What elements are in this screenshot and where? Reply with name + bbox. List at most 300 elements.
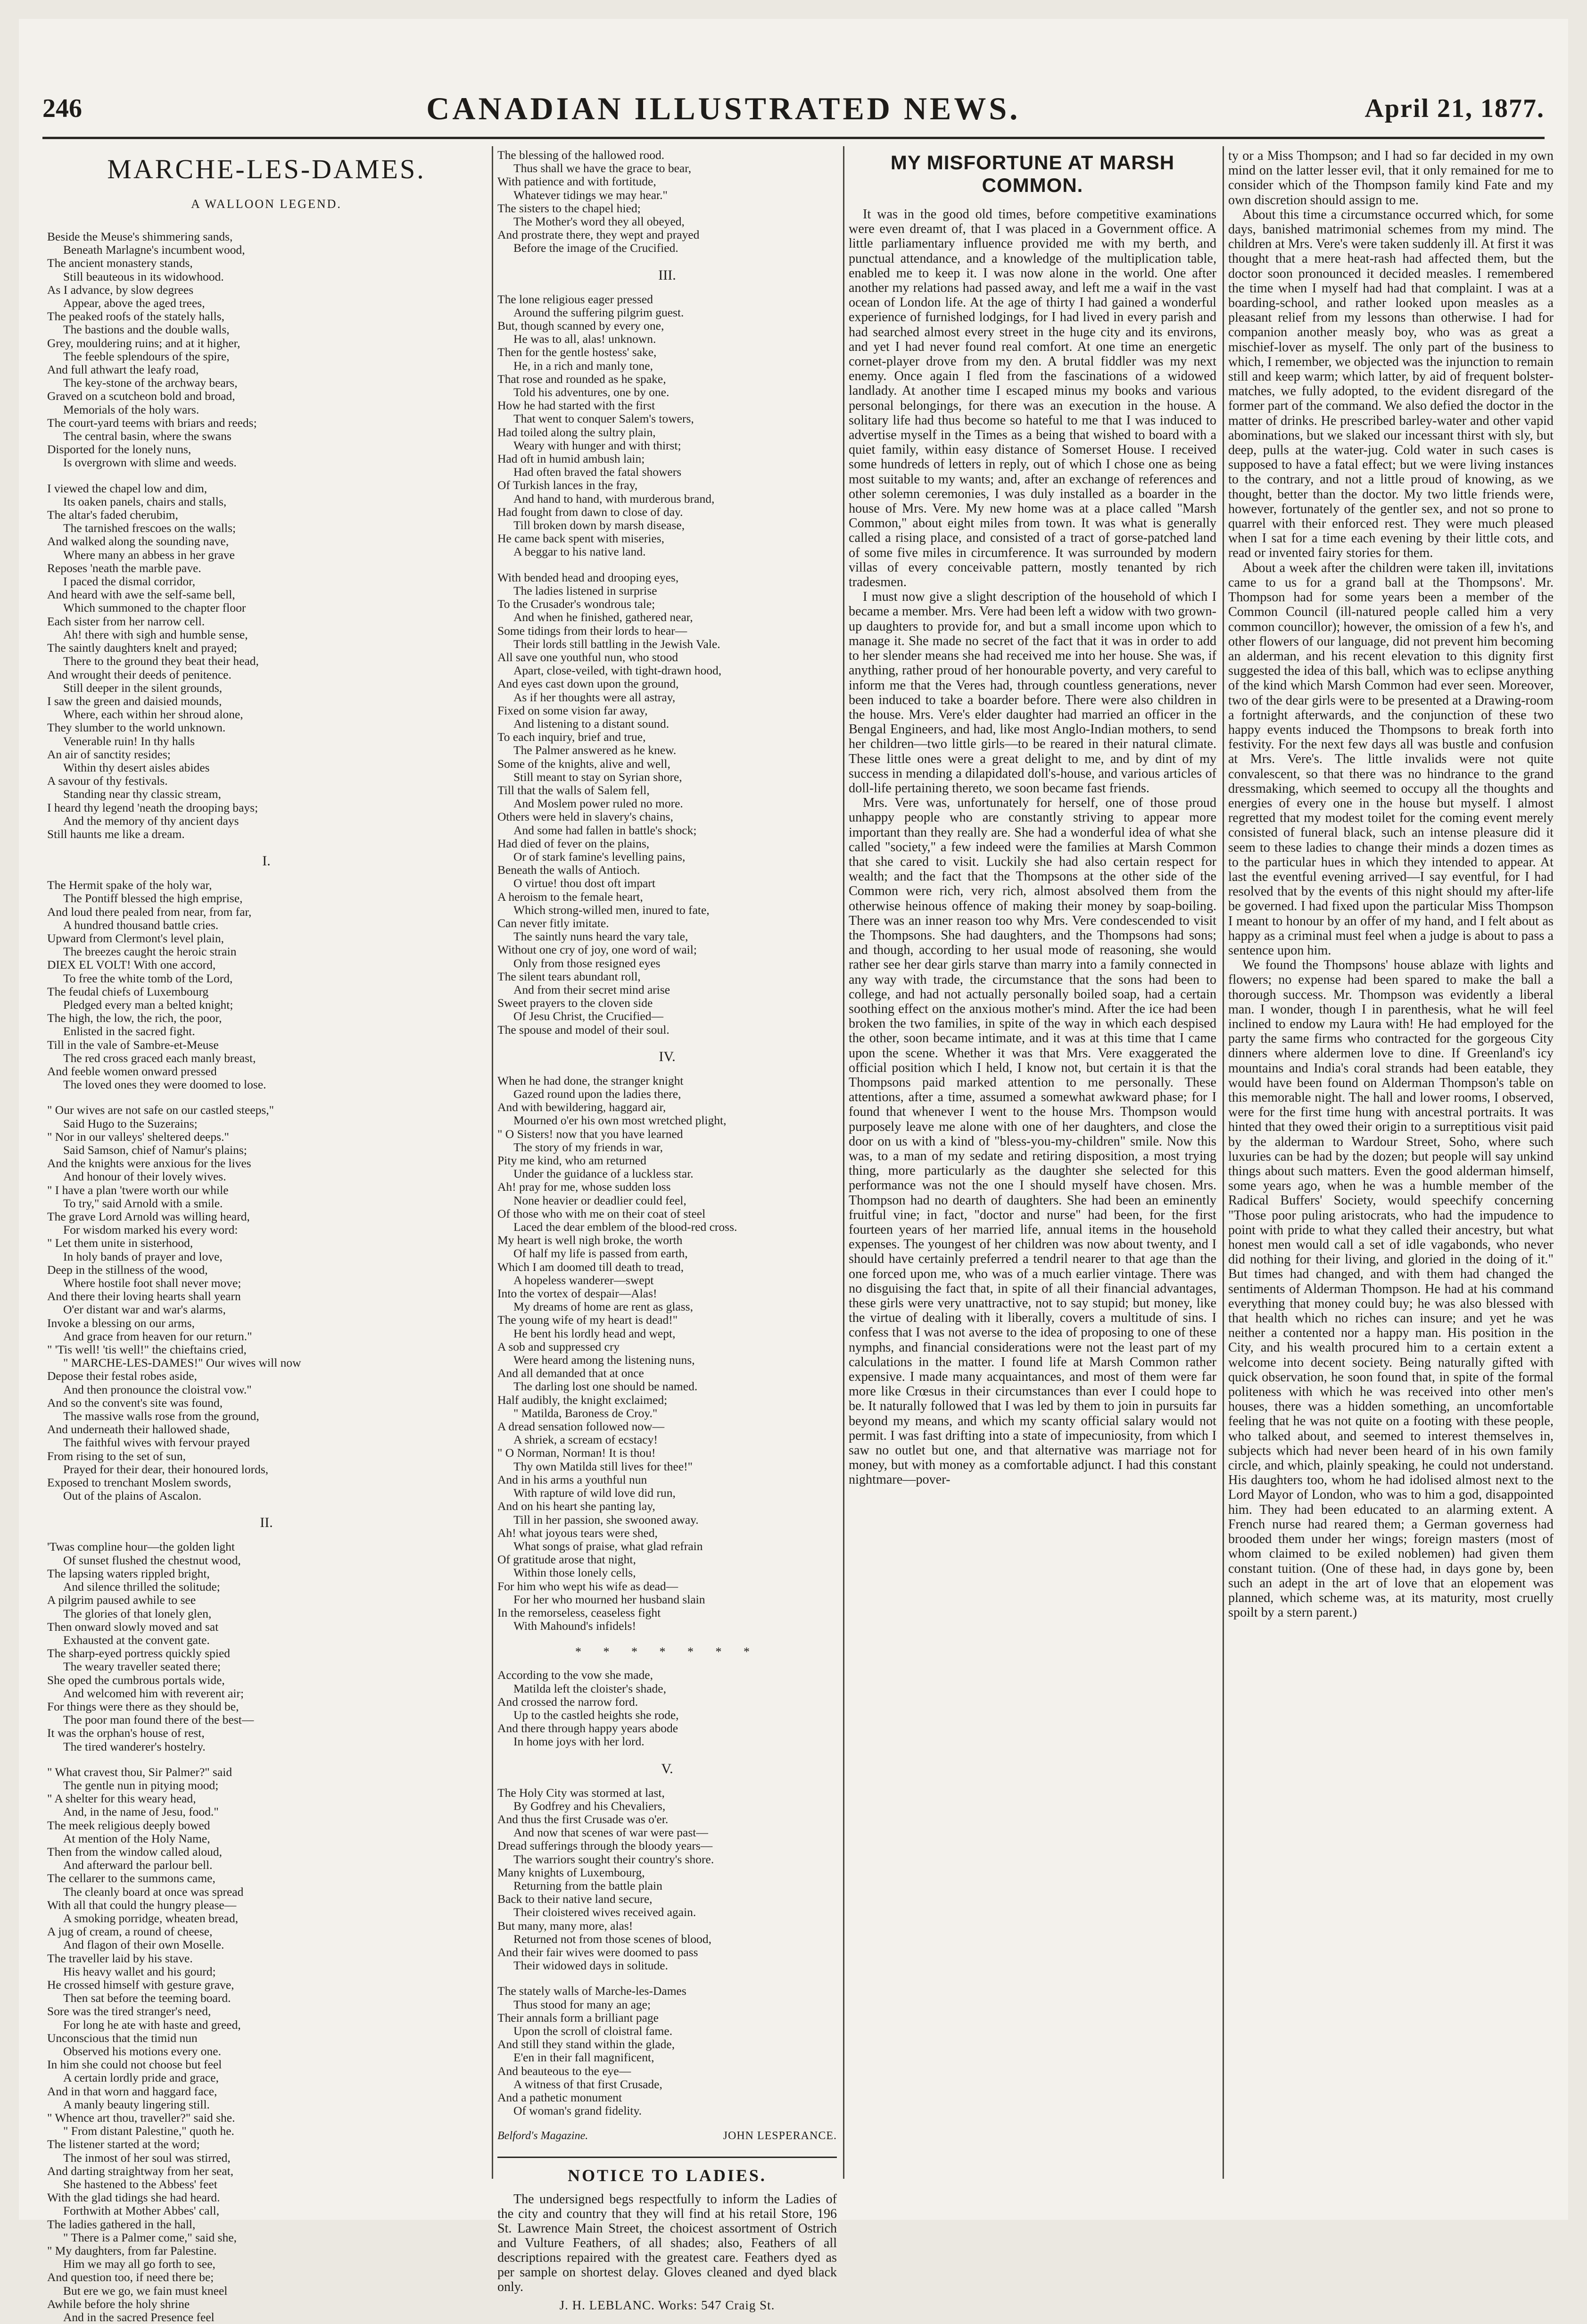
verse-line: A smoking porridge, wheaten bread, xyxy=(63,1911,239,1925)
verse-line: Many knights of Luxembourg, xyxy=(497,1865,645,1879)
verse-line: Memorials of the holy wars. xyxy=(63,402,199,416)
verse-line: The cleanly board at once was spread xyxy=(63,1884,244,1899)
verse-line: Of half my life is passed from earth, xyxy=(513,1246,688,1261)
verse-line: Prayed for their dear, their honoured lords, xyxy=(63,1462,269,1476)
verse-line: Thy own Matilda still lives for thee!" xyxy=(513,1459,693,1473)
verse-line: And darting straightway from her seat, xyxy=(47,2164,234,2178)
verse-line: The lapsing waters rippled bright, xyxy=(47,1566,210,1580)
notice-title: NOTICE TO LADIES. xyxy=(568,2166,767,2185)
verse-line: The sharp-eyed portress quickly spied xyxy=(47,1646,231,1660)
stanza xyxy=(47,879,486,1091)
verse-line: Till in the vale of Sambre-et-Meuse xyxy=(47,1038,219,1052)
verse-line: A certain lordly pride and grace, xyxy=(63,2071,219,2085)
verse-line: Forthwith at Mother Abbes' call, xyxy=(63,2204,220,2218)
verse-line: For things were there as they should be, xyxy=(47,1699,239,1713)
verse-line: Him we may all go forth to see, xyxy=(63,2257,215,2271)
verse-line: " MARCHE-LES-DAMES!" Our wives will now xyxy=(63,1356,301,1370)
verse-line: Ah! pray for me, whose sudden loss xyxy=(497,1180,671,1194)
verse-line: 'Twas compline hour—the golden light xyxy=(47,1540,235,1554)
verse-line: And from their secret mind arise xyxy=(513,982,670,996)
verse-line: Invoke a blessing on our arms, xyxy=(47,1316,195,1330)
verse-line: Each sister from her narrow cell. xyxy=(47,614,205,628)
verse-line: Their annals form a brilliant page xyxy=(497,2010,659,2025)
verse-line: As if her thoughts were all astray, xyxy=(513,690,676,704)
verse-line: Ah! what joyous tears were shed, xyxy=(497,1526,658,1540)
poem-title: MARCHE-LES-DAMES. xyxy=(107,154,426,184)
verse-line: " O Norman, Norman! It is thou! xyxy=(497,1446,656,1460)
verse-line: An air of sanctity resides; xyxy=(47,747,171,761)
verse-line: When he had done, the stranger knight xyxy=(497,1073,684,1087)
verse-line: A hopeless wanderer—swept xyxy=(513,1273,654,1287)
verse-line: With Mahound's infidels! xyxy=(513,1619,636,1633)
verse-line: A sob and suppressed cry xyxy=(497,1339,620,1353)
column-4 xyxy=(1228,149,1554,2191)
paragraph: I must now give a slight description of the household of which I became a member. Mrs. Vere had been left a widow with two grown-up daughters to provide for, and but a small income upon which to manage it. She made no secret of the fact that it was in order to add to her slender means she had received me into her house. She was, if anything, rather proud of her honourable poverty, and very careful to inform me that the Veres had, through countless generations, never been induced to take a boarder before. There were also children in the house. Mrs. Vere's elder daughter had married an officer in the Bengal Engineers, and had, like most Anglo-Indian mothers, to send her children—two little girls—to be reared in their natural climate. These little ones were a great delight to me, and by dint of my success in mending a dilapidated doll's-house, and various articles of doll-life pertaining thereto, we soon became fast friends. xyxy=(849,589,1216,796)
verse-line: And then pronounce the cloistral vow." xyxy=(63,1382,252,1396)
verse-line: According to the vow she made, xyxy=(497,1668,653,1682)
verse-line: The silent tears abundant roll, xyxy=(497,969,641,983)
verse-line: Returning from the battle plain xyxy=(513,1878,662,1892)
section-heading: III. xyxy=(658,267,676,283)
verse-line: The warriors sought their country's shore. xyxy=(513,1852,714,1866)
verse-line: " From distant Palestine," quoth he. xyxy=(63,2124,234,2138)
verse-line: In the remorseless, ceaseless fight xyxy=(497,1605,661,1619)
section-heading: IV. xyxy=(659,1048,676,1064)
verse-line: Where, each within her shroud alone, xyxy=(63,707,243,722)
paragraph: Mrs. Vere was, unfortunately for herself, one of those proud unhappy people who are constantly striving to appear more important than they really are. She had a wonderful idea of what she called "society," a few indeed were the families at Marsh Common that she cared to visit. Luckily she had also certain respect for wealth; and the fact that the Thompsons at the other side of the Common were rich, very rich, almost absolved them from the otherwise heinous offence of making their money by soap-boiling. There was an inner reason too why Mrs. Vere condescended to visit the Thompsons. She had daughters, and the Thompsons had sons; and though, according to her usual mode of reasoning, she would rather see her dear girls starve than marry into a family connected in any way with trade, the circumstance that the sons had been to college, and had not actually personally boiled soap, had a certain soothing effect on the anxious mother's mind. After the ice had been broken the two families, in spite of the way in which each despised the other, soon became intimate, and it was at this time that I came upon the scene. Whether it was that Mrs. Vere exaggerated the official position which I held, I know not, but certain it is that the Thompsons paid marked attention to me personally. These attentions, after a time, assumed a somewhat awkward phase; for I found that whenever I went to the house Mrs. Thompson would purposely leave me alone with one of her daughters, and close the door on us with a kind of "bless-you-my-children" smile. Now this was, to a man of my sedate and retiring disposition, a most trying thing, more particularly as the daughter she selected for this performance was not the one I should myself have chosen. Mrs. Thompson had no dearth of daughters. She had been an eminently fruitful vine; in fact, "doctor and nurse" had been, for the first fourteen years of her married life, annual items in the household expenses. The youngest of her children was now about twenty, and I should have certainly preferred a tendril nearer to that age than the one forced upon me, who was of a much earlier vintage. There was no disguising the fact that, in spite of all their financial advantages, these girls were very unattractive, not to say stupid; but money, like the virtue of dealing with it liberally, covers a multitude of sins. I confess that I was not averse to the idea of proposing to one of these nymphs, and financial considerations were not the least part of my calculations in the matter. I found life at Marsh Common rather expensive. I made many acquaintances, and most of them were far more like Crœsus in their circumstances than ever I could hope to be. It naturally followed that I was led by them to join in pursuits far beyond my means, and which my scanty official salary would not permit. I was fast drifting into a state of impecuniosity, from which I saw no outlet but one, and that alternative was marriage not for money, but with money as a comfortable adjunct. I had this constant nightmare—pover- xyxy=(849,796,1216,1487)
verse-line: Laced the dear emblem of the blood-red cross. xyxy=(513,1220,737,1234)
verse-line: And thus the first Crusade was o'er. xyxy=(497,1812,669,1826)
notice-rule xyxy=(497,2157,837,2158)
verse-line: Returned not from those scenes of blood, xyxy=(513,1932,711,1946)
verse-line: And loud there pealed from near, from far, xyxy=(47,905,252,919)
verse-line: And now that scenes of war were past— xyxy=(513,1826,708,1840)
verse-line: The feudal chiefs of Luxembourg xyxy=(47,984,209,998)
verse-line: To free the white tomb of the Lord, xyxy=(63,971,233,985)
verse-line: And the memory of thy ancient days xyxy=(63,813,239,828)
verse-line: With the glad tidings she had heard. xyxy=(47,2191,220,2205)
verse-line: There to the ground they beat their head, xyxy=(63,654,259,668)
verse-line: The tired wanderer's hostelry. xyxy=(63,1739,206,1753)
verse-line: The Pontiff blessed the high emprise, xyxy=(63,891,243,905)
verse-line: Disported for the lonely nuns, xyxy=(47,442,191,456)
verse-line: E'en in their fall magnificent, xyxy=(513,2050,654,2065)
verse-line: And grace from heaven for our return." xyxy=(63,1329,252,1343)
verse-line: Had oft in humid ambush lain; xyxy=(497,452,645,466)
verse-line: Where hostile foot shall never move; xyxy=(63,1276,241,1290)
verse-line: In home joys with her lord. xyxy=(513,1735,645,1749)
verse-line: Beside the Meuse's shimmering sands, xyxy=(47,230,233,243)
notice-advert xyxy=(497,2157,837,2313)
verse-line: Were heard among the listening nuns, xyxy=(513,1353,695,1367)
verse-line: And with bewildering, haggard air, xyxy=(497,1100,666,1114)
verse-line: Had often braved the fatal showers xyxy=(513,465,682,479)
verse-line: A hundred thousand battle cries. xyxy=(63,918,219,932)
verse-line: And underneath their hallowed shade, xyxy=(47,1422,230,1436)
poem-attribution xyxy=(497,2130,837,2142)
column-rule xyxy=(492,146,493,2179)
verse-line: That went to conquer Salem's towers, xyxy=(513,412,694,426)
stanza xyxy=(497,293,837,559)
story-text xyxy=(849,207,1216,1487)
verse-line: She hastened to the Abbess' feet xyxy=(63,2177,217,2191)
verse-line: With all that could the hungry please— xyxy=(47,1898,237,1912)
poem-part-1 xyxy=(47,879,486,1502)
verse-line: The gentle nun in pitying mood; xyxy=(63,1778,219,1792)
poem-part-3 xyxy=(497,293,837,1037)
verse-line: It was the orphan's house of rest, xyxy=(47,1726,205,1740)
verse-line: I heard thy legend 'neath the drooping bays; xyxy=(47,800,258,814)
verse-line: Which I am doomed till death to tread, xyxy=(497,1260,684,1274)
stanza xyxy=(47,230,486,470)
verse-line: The loved ones they were doomed to lose. xyxy=(63,1078,266,1092)
verse-line: To each inquiry, brief and true, xyxy=(497,730,646,744)
verse-line: He, in a rich and manly tone, xyxy=(513,358,653,373)
verse-line: Had toiled along the sultry plain, xyxy=(497,425,656,439)
verse-line: Fixed on some vision far away, xyxy=(497,703,648,717)
verse-line: For him who wept his wife as dead— xyxy=(497,1579,678,1593)
verse-line: Exposed to trenchant Moslem swords, xyxy=(47,1476,231,1490)
verse-line: Where many an abbess in her grave xyxy=(63,548,235,562)
verse-line: The bastions and the double walls, xyxy=(63,323,230,337)
verse-line: What songs of praise, what glad refrain xyxy=(513,1539,703,1553)
verse-line: Ah! there with sigh and humble sense, xyxy=(63,627,248,641)
verse-line: Unconscious that the timid nun xyxy=(47,2031,198,2045)
column-1 xyxy=(47,149,486,2324)
stanza xyxy=(497,149,837,255)
verse-line: Had died of fever on the plains, xyxy=(497,836,650,850)
verse-line: That rose and rounded as he spake, xyxy=(497,372,666,386)
verse-line: Said Samson, chief of Namur's plains; xyxy=(63,1143,247,1157)
verse-line: Or of stark famine's levelling pains, xyxy=(513,849,686,863)
verse-line: " There is a Palmer come," said she, xyxy=(63,2230,237,2244)
verse-line: And full athwart the leafy road, xyxy=(47,363,199,377)
verse-line: The traveller laid by his stave. xyxy=(47,1951,193,1965)
verse-line: Beneath Marlagne's incumbent wood, xyxy=(63,243,245,257)
verse-line: Within those lonely cells, xyxy=(513,1566,636,1580)
verse-line: Some tidings from their lords to hear— xyxy=(497,623,687,638)
verse-line: For wisdom marked his every word: xyxy=(63,1223,238,1237)
verse-line: The Hermit spake of the holy war, xyxy=(47,878,212,892)
verse-line: To the Crusader's wondrous tale; xyxy=(497,597,655,611)
verse-line: Said Hugo to the Suzerains; xyxy=(63,1116,198,1130)
verse-line: The Holy City was stormed at last, xyxy=(497,1785,665,1800)
stanza xyxy=(47,1540,486,1753)
masthead xyxy=(19,83,1568,134)
verse-line: Deep in the stillness of the wood, xyxy=(47,1262,208,1277)
verse-line: Within thy desert aisles abides xyxy=(63,760,210,774)
verse-line: The sisters to the chapel hied; xyxy=(497,201,641,215)
verse-line: The stately walls of Marche-les-Dames xyxy=(497,1984,686,1998)
verse-line: Upon the scroll of cloistral fame. xyxy=(513,2024,673,2038)
verse-line: Observed his motions every one. xyxy=(63,2044,221,2058)
verse-line: The meek religious deeply bowed xyxy=(47,1818,210,1832)
verse-line: The red cross graced each manly breast, xyxy=(63,1051,256,1065)
verse-line: The cellarer to the summons came, xyxy=(47,1871,215,1885)
paragraph: ty or a Miss Thompson; and I had so far decided in my own mind on the latter lesser evil, that it only remained for me to consider which of the Thompson family kind Fate and my own discretion should assign to me. xyxy=(1228,149,1554,208)
verse-line: Matilda left the cloister's shade, xyxy=(513,1681,666,1695)
verse-line: Beneath the walls of Antioch. xyxy=(497,863,640,877)
verse-line: The poor man found there of the best— xyxy=(63,1713,254,1727)
verse-line: Depose their festal robes aside, xyxy=(47,1369,197,1383)
verse-line: Upward from Clermont's level plain, xyxy=(47,931,224,945)
verse-line: For long he ate with haste and greed, xyxy=(63,2017,241,2032)
verse-line: Which summoned to the chapter floor xyxy=(63,601,246,615)
verse-line: He was to all, alas! unknown. xyxy=(513,332,656,346)
verse-line: He bent his lordly head and wept, xyxy=(513,1326,676,1340)
verse-line: Half audibly, the knight exclaimed; xyxy=(497,1393,668,1407)
verse-line: Pity me kind, who am returned xyxy=(497,1154,646,1168)
verse-line: How he had started with the first xyxy=(497,398,655,413)
section-heading: I. xyxy=(262,853,271,869)
verse-line: From rising to the set of sun, xyxy=(47,1449,186,1463)
verse-line: The darling lost one should be named. xyxy=(513,1379,698,1394)
verse-line: Awhile before the holy shrine xyxy=(47,2297,190,2311)
paragraph: About a week after the children were taken ill, invitations came to us for a grand ball at the Thompsons'. Mr. Thompson had for some years been a member of the Common Council (ill-natured people called him a very common councillor); however, the omission of a few h's, and other flowers of our language, did not prevent him becoming an alderman, and his recent elevation to this dignity first suggested the idea of this ball, which was to eclipse anything of the kind which Marsh Common had ever seen. Moreover, two of the dear girls were to be presented at a Drawing-room a fortnight afterwards, and the conjunction of these two happy events induced the Thompsons to break forth into festivity. For the next few days all was bustle and confusion at Mrs. Vere's. The little invalids were not quite convalescent, so that there was no hindrance to the grand dressmaking, which seemed to occupy all the thoughts and energies of every one in the house but myself. I almost regretted that my modest toilet for the coming event merely consisted of funeral black, such an intense pleasure did it seem to these ladies to change their minds a dozen times as to the particular hues in which they intended to appear. At last the eventful evening arrived—I say eventful, for I had resolved that by the events of this night should my after-life be governed. I had fixed upon the particular Miss Thompson I meant to honour by an offer of my hand, and I felt about as happy as a criminal must feel when a judge is about to pass a sentence upon him. xyxy=(1228,560,1554,958)
verse-line: My dreams of home are rent as glass, xyxy=(513,1300,693,1314)
verse-line: A jug of cream, a round of cheese, xyxy=(47,1925,213,1939)
verse-line: Had fought from dawn to close of day. xyxy=(497,505,683,519)
verse-line: Mourned o'er his own most wretched plight, xyxy=(513,1113,727,1128)
verse-line: For her who mourned her husband slain xyxy=(513,1592,705,1606)
verse-line: And there through happy years abode xyxy=(497,1721,678,1735)
verse-line: And walked along the sounding nave, xyxy=(47,534,229,548)
verse-line: The spouse and model of their soul. xyxy=(497,1022,670,1037)
verse-line: All save one youthful nun, who stood xyxy=(497,650,678,664)
verse-line: Of sunset flushed the chestnut wood, xyxy=(63,1553,241,1567)
stanza xyxy=(47,482,486,841)
poem-prelude xyxy=(47,230,486,841)
verse-line: Pledged every man a belted knight; xyxy=(63,997,233,1012)
verse-line: Then from the window called aloud, xyxy=(47,1844,223,1859)
verse-line: Enlisted in the sacred fight. xyxy=(63,1024,195,1038)
newspaper-page xyxy=(19,19,1568,2324)
verse-line: Still beauteous in its widowhood. xyxy=(63,269,224,283)
verse-line: Can never fitly imitate. xyxy=(497,916,609,930)
stanza xyxy=(497,1074,837,1633)
verse-line: " O Sisters! now that you have learned xyxy=(497,1127,683,1141)
poem-source: Belford's Magazine. xyxy=(497,2130,588,2142)
verse-line: Till broken down by marsh disease, xyxy=(513,518,685,532)
verse-line: A witness of that first Crusade, xyxy=(513,2077,662,2091)
verse-line: Dread sufferings through the bloody years— xyxy=(497,1839,713,1853)
verse-line: Then for the gentle hostess' sake, xyxy=(497,345,657,359)
verse-line: O'er distant war and war's alarms, xyxy=(63,1303,226,1317)
verse-line: A pilgrim paused awhile to see xyxy=(47,1593,196,1607)
verse-line: And silence thrilled the solitude; xyxy=(63,1580,220,1594)
stanza xyxy=(47,1766,486,2324)
verse-line: With rapture of wild love did run, xyxy=(513,1486,676,1500)
verse-line: And Moslem power ruled no more. xyxy=(513,797,683,811)
column-rule xyxy=(1223,146,1224,2179)
poem-part-4-end xyxy=(497,1668,837,1748)
verse-line: " I have a plan 'twere worth our while xyxy=(47,1183,229,1197)
verse-line: Which strong-willed men, inured to fate, xyxy=(513,903,710,917)
verse-line: And when he finished, gathered near, xyxy=(513,610,693,624)
verse-line: " Matilda, Baroness de Croy." xyxy=(513,1406,658,1420)
poem-part-2 xyxy=(47,1540,486,2324)
verse-line: The inmost of her soul was stirred, xyxy=(63,2150,231,2165)
verse-line: The Palmer answered as he knew. xyxy=(513,743,677,757)
verse-line: And, in the name of Jesu, food." xyxy=(63,1805,219,1819)
verse-line: And in the sacred Presence feel xyxy=(63,2310,215,2324)
verse-line: Sweet prayers to the cloven side xyxy=(497,996,653,1010)
verse-line: Exhausted at the convent gate. xyxy=(63,1633,210,1647)
verse-line: And listening to a distant sound. xyxy=(513,716,670,730)
verse-line: But, though scanned by every one, xyxy=(497,319,664,333)
verse-line: A beggar to his native land. xyxy=(513,545,646,559)
verse-line: But ere we go, we fain must kneel xyxy=(63,2283,228,2298)
paper-title: CANADIAN ILLUSTRATED NEWS. xyxy=(426,90,1021,126)
verse-line: The ladies gathered in the hall, xyxy=(47,2217,196,2231)
verse-line: And their fair wives were doomed to pass xyxy=(497,1945,698,1959)
masthead-rule xyxy=(42,137,1545,139)
verse-line: Their widowed days in solitude. xyxy=(513,1959,668,1973)
verse-line: The blessing of the hallowed rood. xyxy=(497,148,665,162)
verse-line: A savour of thy festivals. xyxy=(47,774,168,788)
verse-line: And in his arms a youthful nun xyxy=(497,1472,647,1486)
column-2 xyxy=(497,148,837,2313)
verse-line: I paced the dismal corridor, xyxy=(63,574,196,589)
verse-line: Around the suffering pilgrim guest. xyxy=(513,305,684,319)
verse-line: In him she could not choose but feel xyxy=(47,2058,222,2072)
verse-line: And welcomed him with reverent air; xyxy=(63,1686,244,1700)
verse-line: The altar's faded cherubim, xyxy=(47,508,178,522)
verse-line: And still they stand within the glade, xyxy=(497,2037,675,2051)
paragraph: We found the Thompsons' house ablaze with lights and flowers; no expense had been spared to make the ball a thorough success. Mr. Thompson was evidently a liberal man. I wonder, though I in parenthesis, what he will feel inclined to endow my Laura with! He had employed for the party the same firms who contracted for the gorgeous City dinners where aldermen love to dine. If Greenland's icy mountains and India's coral strands had been eatable, they would have been found on Alderman Thompson's table on this memorable night. The hall and lower rooms, I observed, were for the first time hung with ancestral portraits. It was hinted that they owed their origin to a surreptitious visit paid by the alderman to Wardour Street, Soho, where such luxuries can be had by the dozen; but people will say unkind things about such matters. Even the good alderman himself, some years ago, when he was a humble member of the Radical Buffers' Society, would speechify concerning "Those poor puling aristocrats, who had the impudence to point with pride to what they called their ancestry, but what honest men would call a set of idle vagabonds, who never did nothing for their living, and gloried in the doing of it." But times had changed, and with them had changed the sentiments of Alderman Thompson. He had at his command everything that money could buy; he was also blessed with that health which no riches can insure; and yet he was neither a contented nor a happy man. His position in the City, and his wealth procured him to a certain extent a welcome into decent society. Being naturally gifted with quick observation, he soon found that, in spite of the formal politeness with which he was received into other men's houses, there was a hidden something, an uncomfortable feeling that he was not quite on a footing with these people, who talked about, and seemed to interest themselves in, subjects which had never been heard of in his own family circle, and which, plainly speaking, he could not understand. His daughters too, whom he had idolised almost next to the Lord Mayor of London, who was to him a god, disappointed him. They had been educated to an alarming extent. A French nurse had reared them; a German governess had brooded them under her wings; foreign masters (most of whom claimed to be exiled noblemen) had given them constant tuition. (One of these had, in days gone by, been such an adept in the art of love that an elopement was planned, which scheme was, at its maturity, most cruelly spoilt by a stern parent.) xyxy=(1228,958,1554,1620)
verse-line: Only from those resigned eyes xyxy=(513,956,661,970)
verse-line: Graved on a scutcheon bold and broad, xyxy=(47,389,235,403)
verse-line: The young wife of my heart is dead!" xyxy=(497,1313,678,1327)
verse-line: Their lords still battling in the Jewish Vale. xyxy=(513,637,720,651)
verse-line: Still deeper in the silent grounds, xyxy=(63,681,223,695)
notice-signature: J. H. LEBLANC. Works: 547 Craig St. xyxy=(559,2298,775,2313)
poem-part-2-end xyxy=(497,149,837,255)
verse-line: " Let them unite in sisterhood, xyxy=(47,1236,193,1250)
verse-line: And in that worn and haggard face, xyxy=(47,2084,217,2098)
verse-line: Appear, above the aged trees, xyxy=(63,296,205,310)
verse-line: The listener started at the word; xyxy=(47,2137,200,2151)
verse-line: Standing near thy classic stream, xyxy=(63,787,221,801)
verse-line: A dread sensation followed now— xyxy=(497,1419,665,1434)
verse-line: I viewed the chapel low and dim, xyxy=(47,481,207,495)
verse-line: As I advance, by slow degrees xyxy=(47,282,194,297)
verse-line: The story of my friends in war, xyxy=(513,1140,663,1154)
verse-line: Sore was the tired stranger's need, xyxy=(47,2004,211,2018)
verse-line: Reposes 'neath the marble pave. xyxy=(47,561,201,575)
poem-part-4 xyxy=(497,1074,837,1633)
verse-line: And afterward the parlour bell. xyxy=(63,1858,213,1872)
verse-line: " My daughters, from far Palestine. xyxy=(47,2244,217,2258)
verse-line: In holy bands of prayer and love, xyxy=(63,1249,223,1263)
verse-line: The high, the low, the rich, the poor, xyxy=(47,1011,222,1025)
verse-line: Weary with hunger and with thirst; xyxy=(513,438,681,452)
verse-line: And there their loving hearts shall yearn xyxy=(47,1289,241,1303)
verse-line: And wrought their deeds of penitence. xyxy=(47,667,231,681)
verse-line: And heard with awe the self-same bell, xyxy=(47,588,235,602)
verse-line: To try," said Arnold with a smile. xyxy=(63,1196,223,1210)
paragraph: About this time a circumstance occurred which, for some days, banished matrimonial schemes from my mind. The children at Mrs. Vere's were taken suddenly ill. At first it was thought that a mere heat-rash had affected them, but the doctor soon pronounced it decided measles. I remembered the time when I myself had had that complaint. I was at a boarding-school, and rather looked upon measles as a pleasant relief from my lessons than otherwise. I had for companion another measly boy, who was as great a mischief-lover as myself. The only part of the business to which, I remember, we objected was the injunction to remain still and keep warm; which latter, by aid of frequent bolster-matches, we fully adopted, to the evident disregard of the former part of the command. We also defied the doctor in the matter of drinks. He prescribed barley-water and other vapid abominations, but we slaked our incessant thirst with sly, but deep, pulls at the water-jug. Cold water in such cases is supposed to have a fatal effect; but we were living instances to the contrary, and not a little proud of knowing, as we thought, better than the doctor. My two little friends were, however, fortunately of the gentler sex, and not so prone to quarrel with their enforced rest. They were much pleased when I sat for a time each evening by their little cots, and read or invented fairy stories for them. xyxy=(1228,207,1554,561)
verse-line: The glories of that lonely glen, xyxy=(63,1606,212,1620)
verse-line: " What cravest thou, Sir Palmer?" said xyxy=(47,1765,232,1779)
verse-line: Under the guidance of a luckless star. xyxy=(513,1167,694,1181)
verse-line: And some had fallen in battle's shock; xyxy=(513,823,697,837)
verse-line: And hand to hand, with murderous brand, xyxy=(513,491,715,506)
verse-line: The court-yard teems with briars and reeds; xyxy=(47,415,257,430)
poem-subtitle: A WALLOON LEGEND. xyxy=(191,197,342,211)
verse-line: Its oaken panels, chairs and stalls, xyxy=(63,494,227,508)
verse-line: By Godfrey and his Chevaliers, xyxy=(513,1799,666,1813)
story-title: MY MISFORTUNE AT MARSH COMMON. xyxy=(890,151,1175,196)
verse-line: Back to their native land secure, xyxy=(497,1892,653,1906)
verse-line: They slumber to the world unknown. xyxy=(47,721,226,735)
verse-line: Still haunts me like a dream. xyxy=(47,827,185,841)
verse-line: None heavier or deadlier could feel, xyxy=(513,1193,686,1207)
verse-line: Others were held in slavery's chains, xyxy=(497,810,673,824)
verse-line: " 'Tis well! 'tis well!" the chieftains cried, xyxy=(47,1343,247,1357)
poem-part-5 xyxy=(497,1786,837,2118)
page-number: 246 xyxy=(42,94,82,123)
verse-line: Out of the plains of Ascalon. xyxy=(63,1489,202,1503)
column-3 xyxy=(849,149,1216,2191)
verse-line: The Mother's word they all obeyed, xyxy=(513,215,685,229)
verse-line: " Nor in our valleys' sheltered deeps." xyxy=(47,1129,229,1144)
verse-line: Till that the walls of Salem fell, xyxy=(497,783,650,797)
verse-line: The breezes caught the heroic strain xyxy=(63,945,237,959)
verse-line: The lone religious eager pressed xyxy=(497,292,653,306)
verse-line: Of Jesu Christ, the Crucified— xyxy=(513,1009,663,1023)
stanza xyxy=(497,571,837,1037)
verse-line: And eyes cast down upon the ground, xyxy=(497,677,679,691)
verse-line: Up to the castled heights she rode, xyxy=(513,1708,679,1722)
verse-line: With bended head and drooping eyes, xyxy=(497,570,679,584)
verse-line: Of Turkish lances in the fray, xyxy=(497,478,638,492)
verse-line: " Whence art thou, traveller?" said she. xyxy=(47,2111,235,2125)
verse-line: Some of the knights, alive and well, xyxy=(497,756,670,771)
verse-line: Venerable ruin! In thy halls xyxy=(63,734,195,748)
verse-line: Of gratitude arose that night, xyxy=(497,1552,636,1567)
verse-line: At mention of the Holy Name, xyxy=(63,1831,210,1845)
verse-line: The saintly daughters knelt and prayed; xyxy=(47,641,237,655)
verse-line: Grey, mouldering ruins; and at it higher, xyxy=(47,336,240,350)
verse-line: He came back spent with miseries, xyxy=(497,531,665,546)
verse-line: The tarnished frescoes on the walls; xyxy=(63,521,236,535)
verse-line: A heroism to the female heart, xyxy=(497,889,643,904)
verse-line: And question too, if need there be; xyxy=(47,2270,214,2284)
verse-line: Then sat before the teeming board. xyxy=(63,1991,231,2005)
verse-line: Apart, close-veiled, with tight-drawn hood, xyxy=(513,664,722,678)
verse-line: Thus stood for many an age; xyxy=(513,1997,651,2011)
verse-line: And the knights were anxious for the lives xyxy=(47,1156,251,1170)
verse-line: And so the convent's site was found, xyxy=(47,1395,223,1410)
verse-line: Told his adventures, one by one. xyxy=(513,385,670,399)
verse-line: Thus shall we have the grace to bear, xyxy=(513,161,692,175)
verse-line: " Our wives are not safe on our castled steeps," xyxy=(47,1103,274,1117)
verse-line: And prostrate there, they wept and prayed xyxy=(497,228,700,242)
verse-line: The central basin, where the swans xyxy=(63,429,231,443)
verse-line: And honour of their lovely wives. xyxy=(63,1170,226,1184)
verse-line: His heavy wallet and his gourd; xyxy=(63,1964,216,1978)
verse-line: The key-stone of the archway bears, xyxy=(63,376,238,390)
verse-line: The ladies listened in surprise xyxy=(513,583,657,598)
stanza xyxy=(497,1668,837,1748)
verse-line: She oped the cumbrous portals wide, xyxy=(47,1673,225,1687)
verse-line: But many, many more, alas! xyxy=(497,1918,633,1933)
verse-line: Then onward slowly moved and sat xyxy=(47,1619,219,1634)
verse-line: Without one cry of joy, one word of wail; xyxy=(497,943,697,957)
stanza xyxy=(497,1984,837,2117)
section-stars: * * * * * * * xyxy=(575,1645,759,1659)
